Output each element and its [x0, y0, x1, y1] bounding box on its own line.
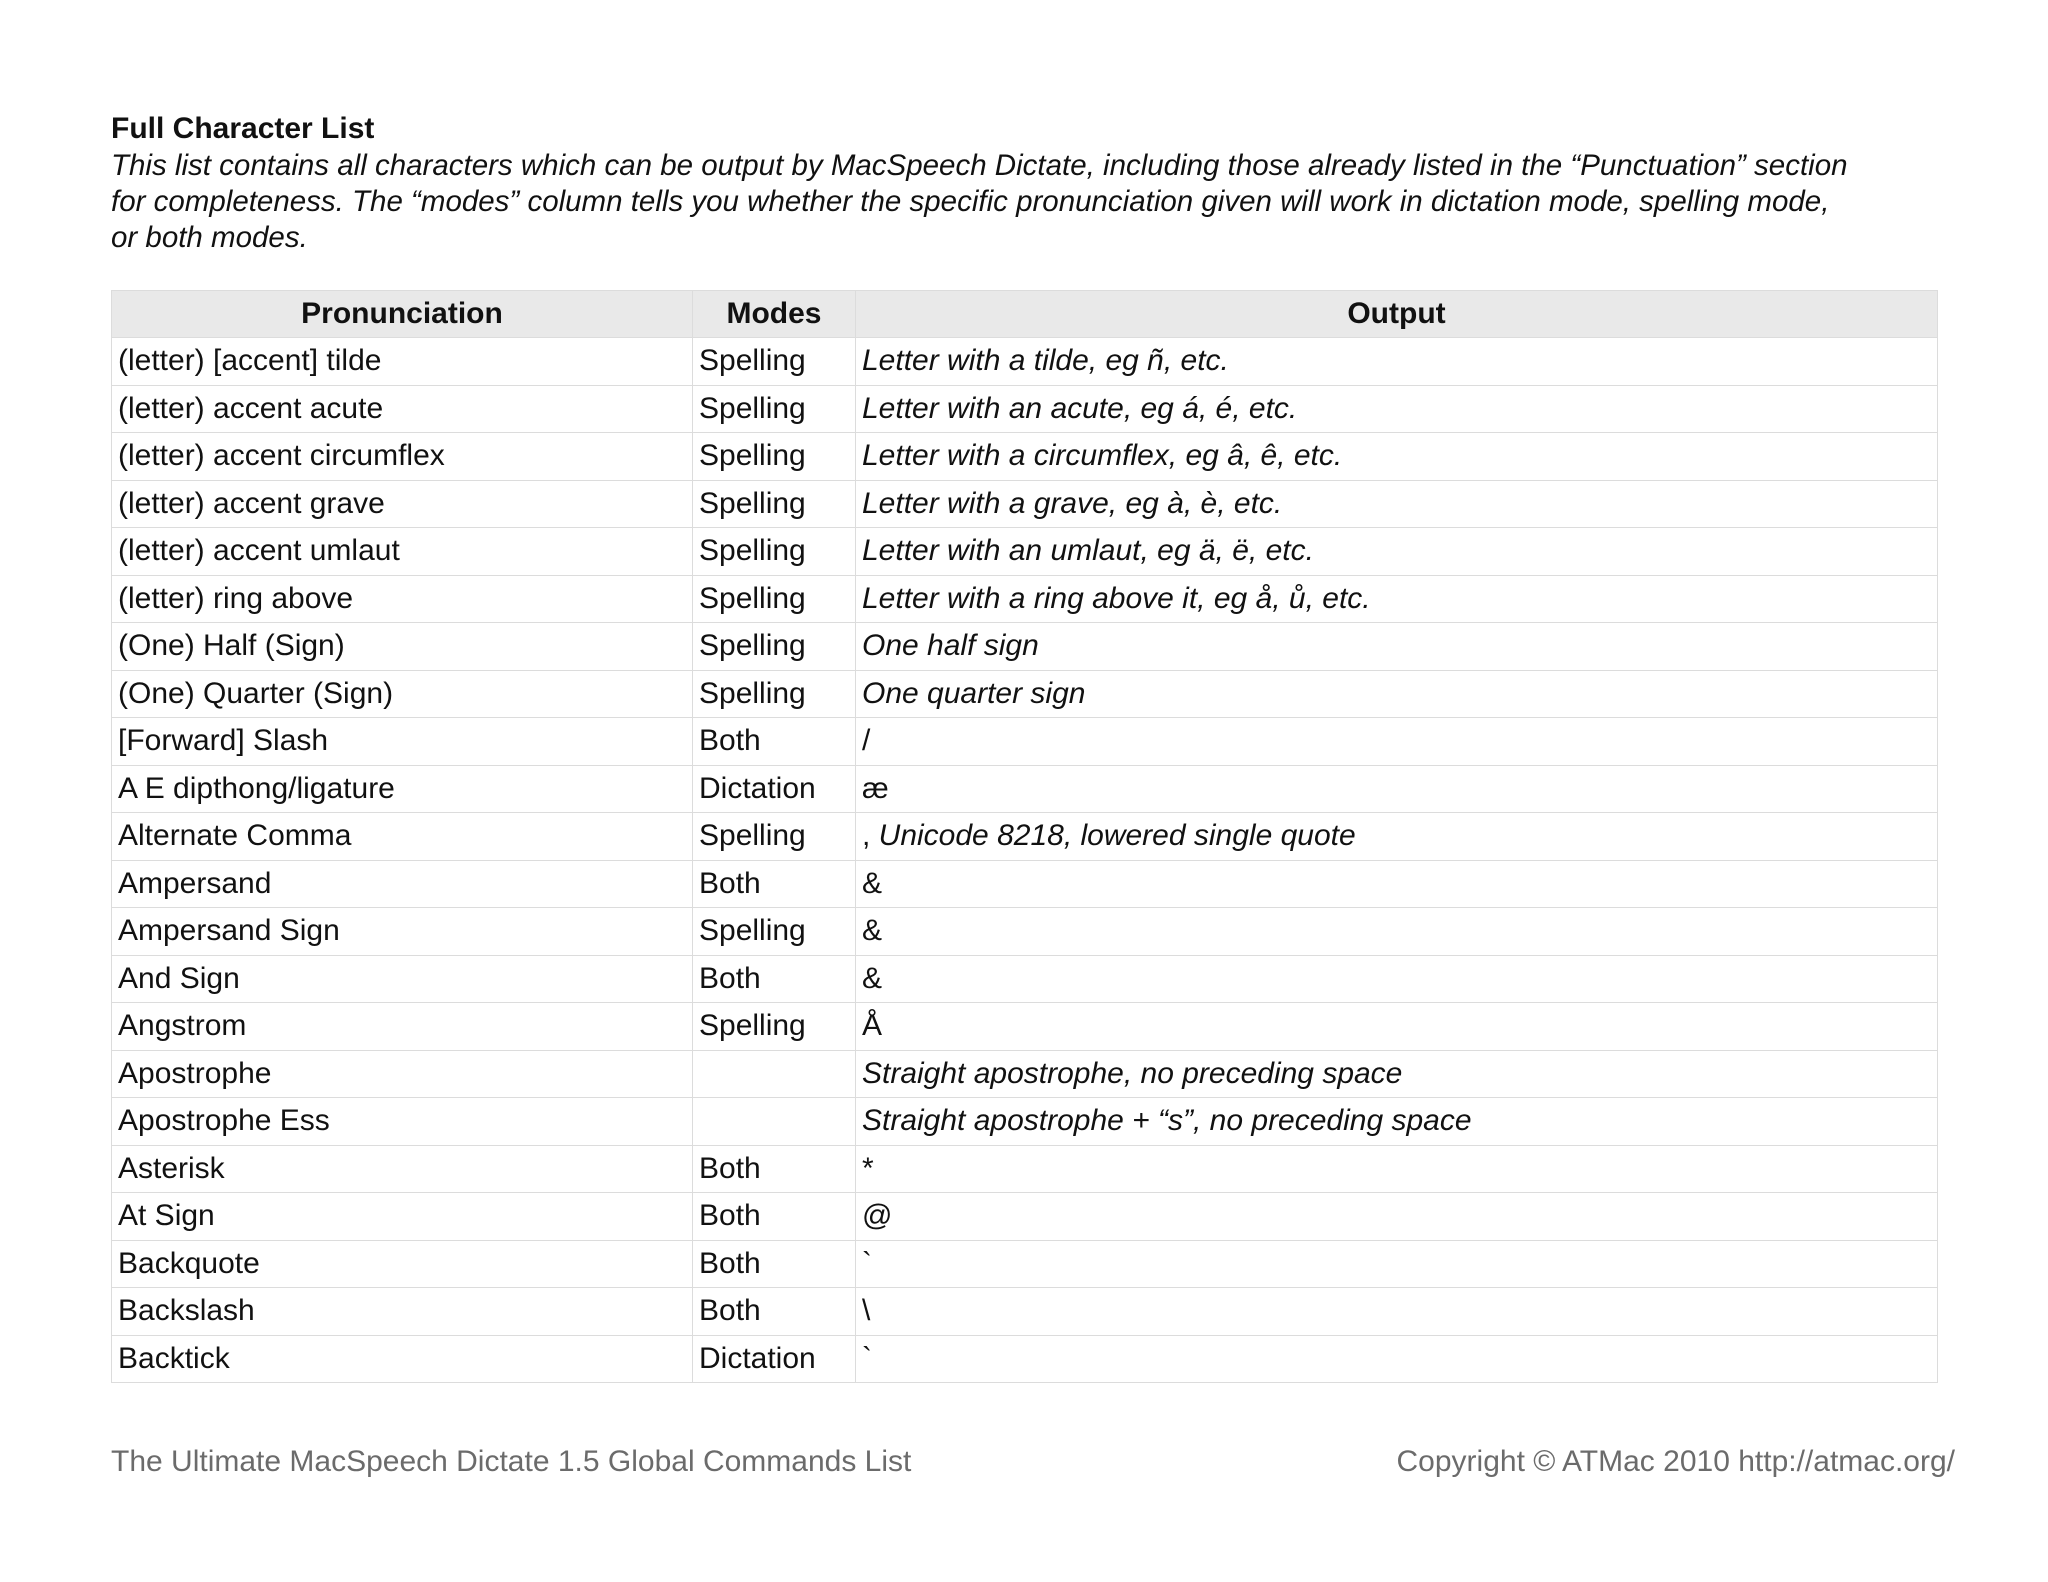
table-row — [112, 433, 1938, 481]
cell-output: & — [856, 860, 1938, 908]
column-header-modes: Modes — [693, 291, 856, 338]
table-row — [112, 860, 1938, 908]
table-row — [112, 670, 1938, 718]
cell-output: ` — [856, 1240, 1938, 1288]
cell-mode: Both — [693, 1193, 856, 1241]
cell-mode: Spelling — [693, 623, 856, 671]
cell-mode: Spelling — [693, 813, 856, 861]
column-header-output: Output — [856, 291, 1938, 338]
cell-output: Straight apostrophe, no preceding space — [856, 1050, 1938, 1098]
intro-line: or both modes. — [111, 221, 308, 254]
cell-pronunciation: Asterisk — [112, 1145, 693, 1193]
cell-pronunciation: Angstrom — [112, 1003, 693, 1051]
cell-mode: Both — [693, 955, 856, 1003]
cell-mode: Spelling — [693, 670, 856, 718]
table-row — [112, 528, 1938, 576]
cell-pronunciation: Backquote — [112, 1240, 693, 1288]
cell-output: Letter with a ring above it, eg å, ů, etc. — [856, 575, 1938, 623]
cell-pronunciation: (letter) ring above — [112, 575, 693, 623]
cell-pronunciation: [Forward] Slash — [112, 718, 693, 766]
cell-pronunciation: (letter) accent acute — [112, 385, 693, 433]
cell-mode: Spelling — [693, 385, 856, 433]
column-header-pronunciation: Pronunciation — [112, 291, 693, 338]
cell-pronunciation: And Sign — [112, 955, 693, 1003]
table-row — [112, 1288, 1938, 1336]
cell-output: Letter with a circumflex, eg â, ê, etc. — [856, 433, 1938, 481]
table-row — [112, 908, 1938, 956]
cell-pronunciation: (letter) accent circumflex — [112, 433, 693, 481]
footer-copyright: Copyright © ATMac 2010 http://atmac.org/ — [1396, 1445, 1955, 1478]
table-row — [112, 1098, 1938, 1146]
cell-mode: Spelling — [693, 908, 856, 956]
cell-output: Letter with a grave, eg à, è, etc. — [856, 480, 1938, 528]
cell-pronunciation: At Sign — [112, 1193, 693, 1241]
table-row — [112, 623, 1938, 671]
page-title: Full Character List — [111, 112, 375, 145]
cell-output — [856, 813, 1938, 861]
table-header-row — [112, 291, 1938, 338]
table-row — [112, 813, 1938, 861]
cell-output: / — [856, 718, 1938, 766]
table-row — [112, 1240, 1938, 1288]
cell-mode: Both — [693, 1240, 856, 1288]
cell-pronunciation: (One) Quarter (Sign) — [112, 670, 693, 718]
cell-mode: Spelling — [693, 1003, 856, 1051]
cell-output: æ — [856, 765, 1938, 813]
table-row — [112, 718, 1938, 766]
cell-mode: Both — [693, 718, 856, 766]
cell-pronunciation: (letter) accent grave — [112, 480, 693, 528]
cell-mode: Spelling — [693, 338, 856, 386]
cell-pronunciation: Apostrophe Ess — [112, 1098, 693, 1146]
cell-output: \ — [856, 1288, 1938, 1336]
cell-mode — [693, 1050, 856, 1098]
cell-output: ` — [856, 1335, 1938, 1383]
cell-mode — [693, 1098, 856, 1146]
cell-output: One quarter sign — [856, 670, 1938, 718]
table-row — [112, 1193, 1938, 1241]
cell-mode: Both — [693, 1145, 856, 1193]
intro-paragraph — [111, 148, 1956, 256]
cell-output: Letter with an umlaut, eg ä, ë, etc. — [856, 528, 1938, 576]
table-row — [112, 1145, 1938, 1193]
table-row — [112, 765, 1938, 813]
table-row — [112, 575, 1938, 623]
cell-mode: Spelling — [693, 528, 856, 576]
output-text: Unicode 8218, lowered single quote — [878, 819, 1356, 853]
cell-pronunciation: Alternate Comma — [112, 813, 693, 861]
cell-pronunciation: Backtick — [112, 1335, 693, 1383]
cell-output: Letter with an acute, eg á, é, etc. — [856, 385, 1938, 433]
cell-mode: Dictation — [693, 765, 856, 813]
cell-pronunciation: (letter) [accent] tilde — [112, 338, 693, 386]
table-row — [112, 1050, 1938, 1098]
cell-mode: Both — [693, 1288, 856, 1336]
cell-pronunciation: (letter) accent umlaut — [112, 528, 693, 576]
cell-mode: Spelling — [693, 480, 856, 528]
cell-pronunciation: (One) Half (Sign) — [112, 623, 693, 671]
footer-document-title: The Ultimate MacSpeech Dictate 1.5 Global Commands List — [111, 1445, 912, 1478]
cell-output: Letter with a tilde, eg ñ, etc. — [856, 338, 1938, 386]
table-row — [112, 955, 1938, 1003]
heading-block — [111, 110, 1956, 256]
cell-mode: Dictation — [693, 1335, 856, 1383]
cell-output: & — [856, 955, 1938, 1003]
intro-line: This list contains all characters which can be output by MacSpeech Dictate, including those already listed in the “Punctuation” section — [111, 149, 1848, 182]
table-row — [112, 385, 1938, 433]
cell-pronunciation: Ampersand — [112, 860, 693, 908]
cell-pronunciation: A E dipthong/ligature — [112, 765, 693, 813]
cell-output: & — [856, 908, 1938, 956]
cell-output: Å — [856, 1003, 1938, 1051]
character-table — [111, 290, 1938, 1383]
cell-pronunciation: Ampersand Sign — [112, 908, 693, 956]
cell-output: * — [856, 1145, 1938, 1193]
table-row — [112, 480, 1938, 528]
table-row — [112, 1003, 1938, 1051]
cell-output: @ — [856, 1193, 1938, 1241]
cell-mode: Both — [693, 860, 856, 908]
cell-output: Straight apostrophe + “s”, no preceding space — [856, 1098, 1938, 1146]
table-row — [112, 338, 1938, 386]
output-prefix: , — [862, 819, 879, 853]
intro-line: for completeness. The “modes” column tells you whether the specific pronunciation given will work in dictation mode, spelling mode, — [111, 185, 1830, 218]
cell-pronunciation: Backslash — [112, 1288, 693, 1336]
cell-mode: Spelling — [693, 575, 856, 623]
cell-output: One half sign — [856, 623, 1938, 671]
cell-pronunciation: Apostrophe — [112, 1050, 693, 1098]
table-row — [112, 1335, 1938, 1383]
cell-mode: Spelling — [693, 433, 856, 481]
